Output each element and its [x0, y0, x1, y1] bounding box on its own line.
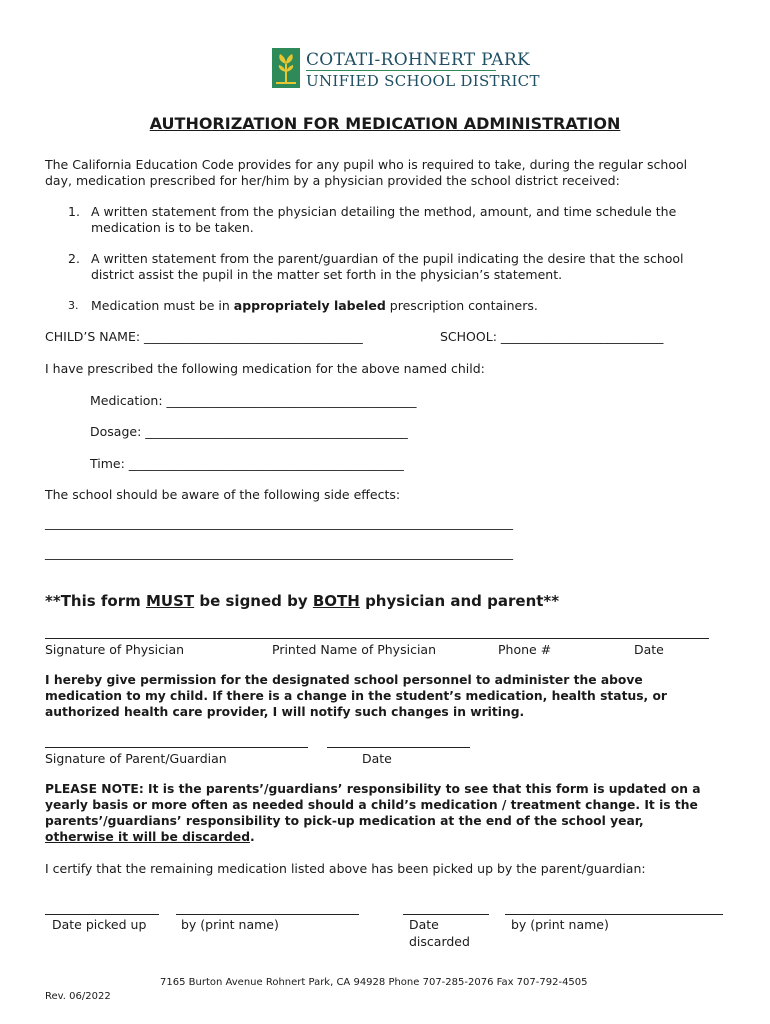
side-effects-line-1[interactable]: ______________________________________________________________________________: [45, 516, 513, 530]
list-item-3: Medication must be in appropriately labeled prescription containers.: [91, 298, 538, 313]
pickup-print-name-line[interactable]: [176, 914, 359, 915]
permission-line-1: I hereby give permission for the designated school personnel to administer the above: [45, 673, 643, 687]
parent-date-label: Date: [362, 751, 392, 766]
note-line-4: otherwise it will be discarded.: [45, 830, 255, 844]
time-field[interactable]: Time: ____________________________________________: [90, 456, 404, 471]
prescribed-statement: I have prescribed the following medication for the above named child:: [45, 361, 485, 376]
tree-logo-icon: [272, 48, 300, 88]
list-number: 3.: [68, 299, 79, 312]
parent-signature-line[interactable]: [45, 747, 308, 748]
logo-line-1: COTATI-ROHNERT PARK: [306, 50, 530, 70]
list-item-1-line-2: medication is to be taken.: [91, 220, 254, 235]
date-discarded-label-2: discarded: [409, 934, 470, 949]
physician-printed-name-label: Printed Name of Physician: [272, 642, 436, 657]
list-item-2-line-2: district assist the pupil in the matter set forth in the physician’s statement.: [91, 267, 563, 282]
dosage-field[interactable]: Dosage: __________________________________________: [90, 424, 408, 439]
physician-signature-line[interactable]: [45, 638, 709, 639]
date-discarded-label-1: Date: [409, 917, 439, 932]
school-field[interactable]: SCHOOL: __________________________: [440, 329, 664, 344]
logo-divider: [306, 70, 496, 71]
intro-line-1: The California Education Code provides for any pupil who is required to take, during the regular school: [45, 157, 688, 172]
must-sign-notice: **This form MUST be signed by BOTH physician and parent**: [45, 592, 560, 610]
child-name-field[interactable]: CHILD’S NAME: ___________________________________: [45, 329, 363, 344]
logo-line-2: UNIFIED SCHOOL DISTRICT: [306, 72, 540, 90]
medication-field[interactable]: Medication: ________________________________________: [90, 393, 417, 408]
note-line-3: parents’/guardians’ responsibility to pick-up medication at the end of the school year,: [45, 814, 644, 828]
physician-date-label: Date: [634, 642, 664, 657]
date-discarded-line[interactable]: [403, 914, 489, 915]
list-number: 2.: [68, 251, 80, 266]
intro-line-2: day, medication prescribed for her/him by a physician provided the school district received:: [45, 173, 620, 188]
discard-print-name-line[interactable]: [505, 914, 723, 915]
footer-address: 7165 Burton Avenue Rohnert Park, CA 94928 Phone 707-285-2076 Fax 707-792-4505: [160, 977, 588, 988]
date-picked-up-line[interactable]: [45, 914, 159, 915]
physician-phone-label: Phone #: [498, 642, 552, 657]
list-item-1-line-1: A written statement from the physician detailing the method, amount, and time schedule the: [91, 204, 677, 219]
parent-signature-label: Signature of Parent/Guardian: [45, 751, 227, 766]
permission-line-2: medication to my child. If there is a change in the student’s medication, health status, or: [45, 689, 668, 703]
date-picked-up-label: Date picked up: [52, 917, 147, 932]
permission-line-3: authorized health care provider, I will notify such changes in writing.: [45, 705, 525, 719]
pickup-certification: I certify that the remaining medication listed above has been picked up by the parent/guardian:: [45, 861, 646, 876]
list-item-2-line-1: A written statement from the parent/guardian of the pupil indicating the desire that the school: [91, 251, 684, 266]
physician-signature-label: Signature of Physician: [45, 642, 185, 657]
pickup-print-name-label: by (print name): [181, 917, 279, 932]
parent-date-line[interactable]: [327, 747, 470, 748]
side-effects-line-2[interactable]: ______________________________________________________________________________: [45, 546, 513, 560]
side-effects-label: The school should be aware of the following side effects:: [45, 487, 401, 502]
note-line-1: PLEASE NOTE: It is the parents’/guardians’ responsibility to see that this form is updated on a: [45, 782, 701, 796]
note-line-2: yearly basis or more often as needed should a child’s medication / treatment change. It is the: [45, 798, 698, 812]
appropriately-labeled-emphasis: appropriately labeled: [233, 298, 386, 313]
revision-label: Rev. 06/2022: [45, 991, 111, 1002]
discard-print-name-label: by (print name): [511, 917, 609, 932]
list-number: 1.: [68, 204, 80, 219]
page-title: AUTHORIZATION FOR MEDICATION ADMINISTRATION: [149, 114, 621, 133]
